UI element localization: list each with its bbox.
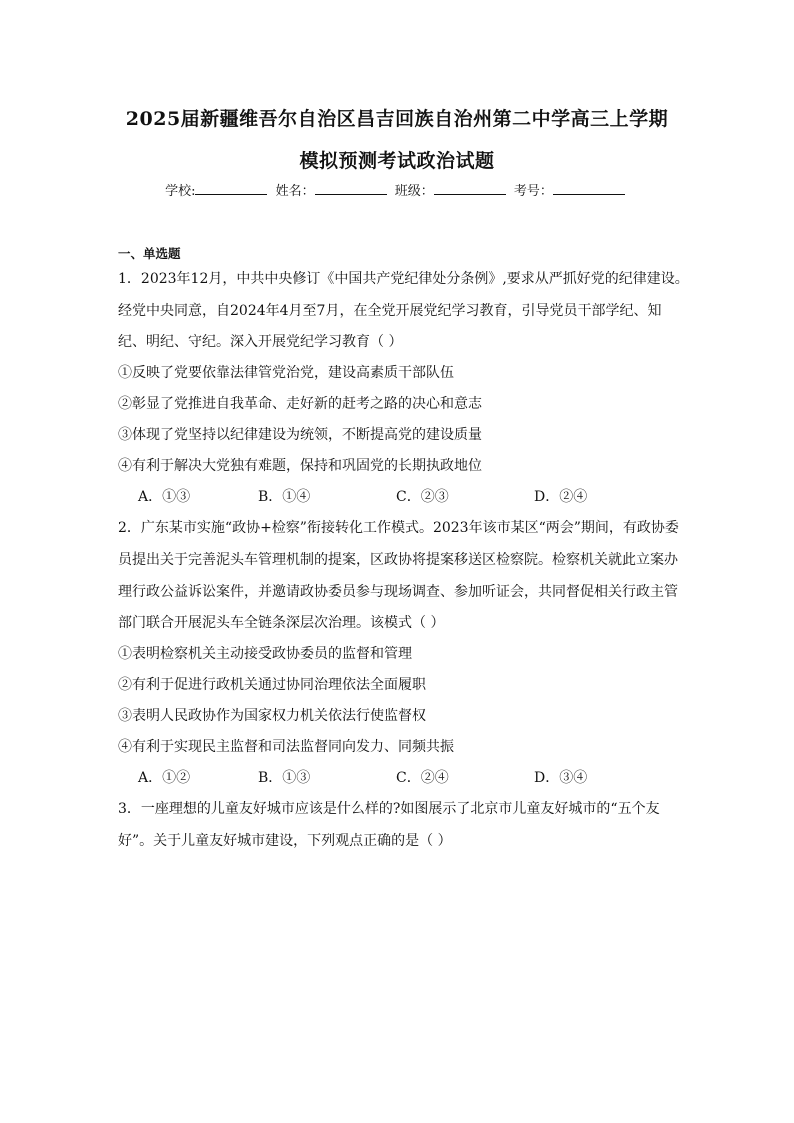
- exam-title-line1: 2025届新疆维吾尔自治区昌吉回族自治州第二中学高三上学期: [125, 108, 669, 130]
- school-label: 学校:: [165, 184, 196, 199]
- question-1-statement: ④有利于解决大党独有难题，保持和巩固党的长期执政地位: [118, 458, 482, 474]
- school-blank[interactable]: [195, 182, 267, 195]
- question-1-statement: ①反映了党要依靠法律管党治党，建设高素质干部队伍: [118, 365, 454, 381]
- question-1-statement: ②彰显了党推进自我革命、走好新的赶考之路的决心和意志: [118, 396, 482, 412]
- section-heading: 一、单选题: [118, 246, 181, 261]
- question-2-line: 部门联合开展泥头车全链条深层次治理。该模式（ ）: [118, 615, 445, 631]
- option-b[interactable]: B．①④: [258, 489, 311, 505]
- question-2-statement: ③表明人民政协作为国家权力机关依法行使监督权: [118, 708, 426, 724]
- question-1-line: 1．2023年12月，中共中央修订《中国共产党纪律处分条例》,要求从严抓好党的纪律建设。: [118, 271, 689, 287]
- question-2-line: 2．广东某市实施“政协+检察”衔接转化工作模式。2023年该市某区“两会”期间，有政协委: [118, 520, 679, 536]
- option-d[interactable]: D．②④: [534, 489, 588, 505]
- option-a[interactable]: A．①③: [138, 489, 191, 505]
- question-2-line: 理行政公益诉讼案件，并邀请政协委员参与现场调查、参加听证会，共同督促相关行政主管: [118, 584, 678, 600]
- exam-number-blank[interactable]: [553, 182, 625, 195]
- question-2-statement: ②有利于促进行政机关通过协同治理依法全面履职: [118, 677, 426, 693]
- question-1-line: 经党中央同意，自2024年4月至7月，在全党开展党纪学习教育，引导党员干部学纪、知: [118, 303, 662, 319]
- option-d[interactable]: D．③④: [534, 770, 588, 786]
- question-2-statement: ①表明检察机关主动接受政协委员的监督和管理: [118, 646, 412, 662]
- option-b[interactable]: B．①③: [258, 770, 311, 786]
- exam-number-label: 考号：: [513, 184, 553, 199]
- name-blank[interactable]: [315, 182, 387, 195]
- name-label: 姓名：: [275, 184, 315, 199]
- class-label: 班级：: [394, 184, 434, 199]
- question-3-line: 3．一座理想的儿童友好城市应该是什么样的?如图展示了北京市儿童友好城市的“五个友: [118, 801, 660, 817]
- class-blank[interactable]: [434, 182, 506, 195]
- question-3-line: 好”。关于儿童友好城市建设，下列观点正确的是（ ）: [118, 833, 452, 849]
- question-2-statement: ④有利于实现民主监督和司法监督同向发力、同频共振: [118, 739, 454, 755]
- option-a[interactable]: A．①②: [138, 770, 191, 786]
- question-1-line: 纪、明纪、守纪。深入开展党纪学习教育（ ）: [118, 334, 403, 350]
- question-1-statement: ③体现了党坚持以纪律建设为统领，不断提高党的建设质量: [118, 427, 482, 443]
- exam-title-line2: 模拟预测考试政治试题: [299, 150, 495, 172]
- student-info-fields: [0, 180, 794, 199]
- option-c[interactable]: C．②④: [396, 770, 449, 786]
- option-c[interactable]: C．②③: [396, 489, 449, 505]
- question-2-line: 员提出关于完善泥头车管理机制的提案，区政协将提案移送区检察院。检察机关就此立案办: [118, 552, 678, 568]
